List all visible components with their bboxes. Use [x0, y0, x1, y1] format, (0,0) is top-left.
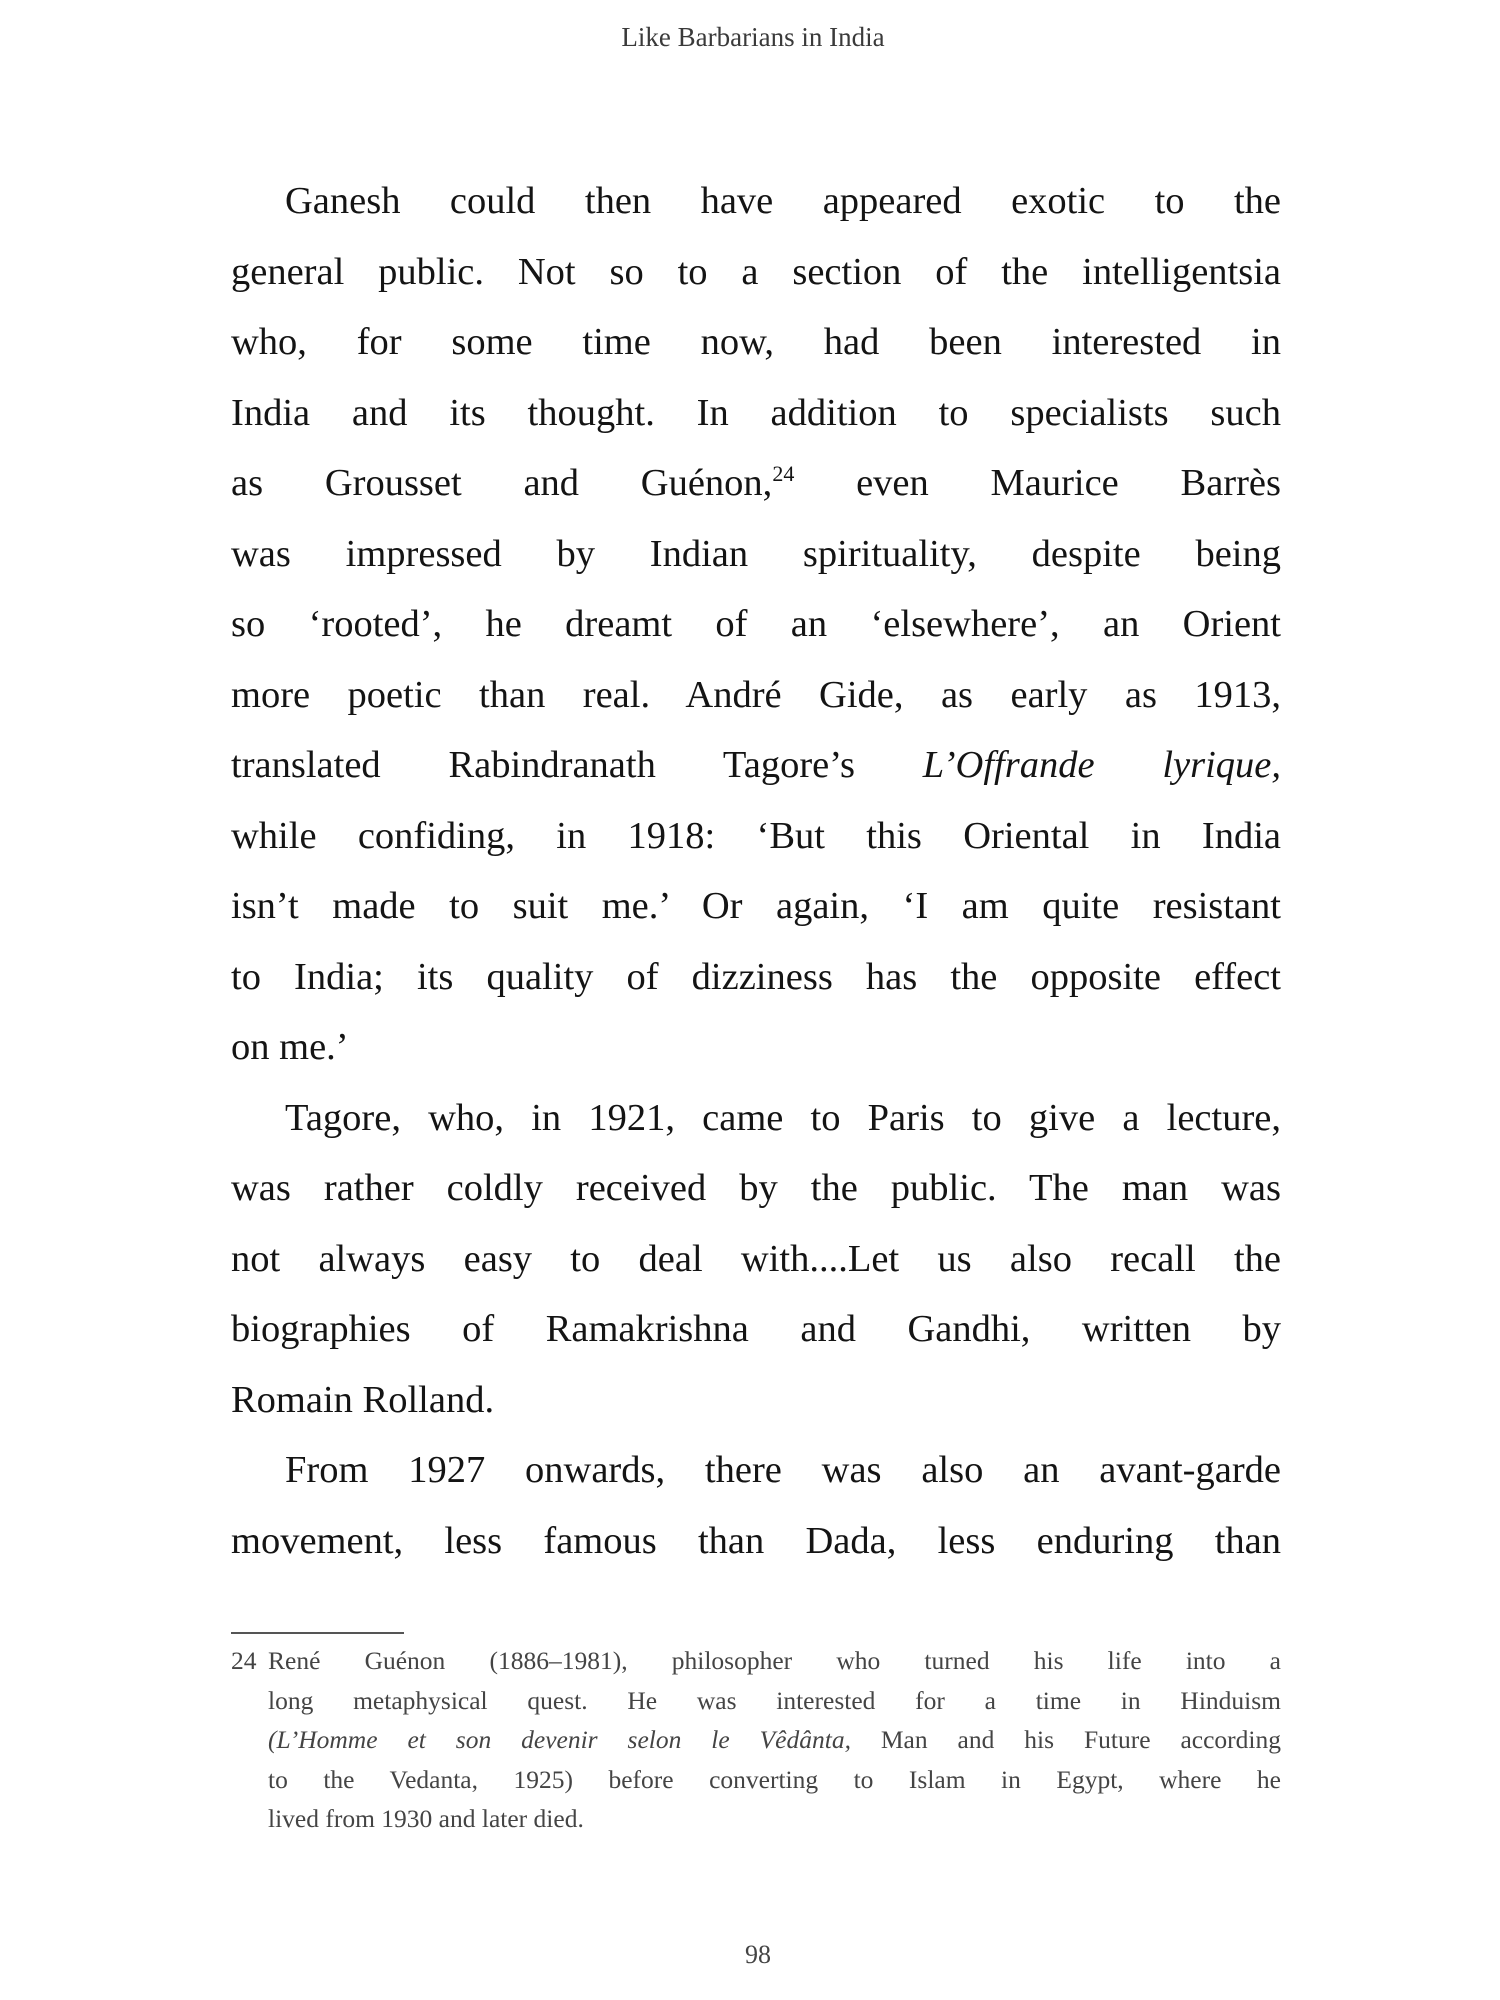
text-line: so ‘rooted’, he dreamt of an ‘elsewhere’, an Orient	[231, 603, 1281, 645]
text-line	[231, 448, 1281, 519]
text-line	[231, 730, 1281, 801]
footnote-line	[268, 1720, 1281, 1760]
text-segment: Man and his Future according	[850, 1725, 1281, 1754]
text-segment: even Maurice Barrès	[794, 462, 1281, 504]
text-line: while confiding, in 1918: ‘But this Oriental in India	[231, 814, 1281, 857]
text-line: Tagore, who, in 1921, came to Paris to give a lecture,	[285, 1096, 1281, 1139]
text-segment: as Grousset and Guénon,	[231, 462, 773, 504]
text-line: From 1927 onwards, there was also an avant-garde	[285, 1449, 1281, 1491]
text-line: not always easy to deal with....Let us also recall the	[231, 1237, 1281, 1280]
footnote-line: René Guénon (1886–1981), philosopher who turned his life into a	[268, 1646, 1281, 1675]
running-head: Like Barbarians in India	[621, 22, 885, 52]
text-line: Romain Rolland.	[231, 1378, 495, 1421]
footnote-number: 24	[231, 1646, 257, 1675]
text-line: India and its thought. In addition to specialists such	[231, 391, 1281, 434]
page-number: 98	[745, 1940, 771, 1969]
text-line: Ganesh could then have appeared exotic to the	[285, 180, 1281, 222]
text-line: was rather coldly received by the public. The man was	[231, 1167, 1281, 1209]
text-segment: translated Rabindranath Tagore’s	[231, 744, 923, 786]
footnote-line: to the Vedanta, 1925) before converting to Islam in Egypt, where he	[268, 1764, 1281, 1794]
body-text	[231, 166, 1281, 1576]
text-line: biographies of Ramakrishna and Gandhi, written by	[231, 1308, 1281, 1350]
footnote-line: lived from 1930 and later died.	[268, 1804, 584, 1833]
text-line: was impressed by Indian spirituality, despite being	[231, 532, 1281, 575]
text-line: who, for some time now, had been interested in	[231, 321, 1281, 363]
book-title: L’Offrande lyrique,	[922, 744, 1281, 786]
text-line: more poetic than real. André Gide, as early as 1913,	[231, 673, 1281, 716]
footnote-ref[interactable]: 24	[772, 461, 795, 486]
book-title: (L’Homme et son devenir selon le Vêdânta,	[268, 1725, 851, 1754]
footnote-line: long metaphysical quest. He was interested for a time in Hinduism	[268, 1685, 1281, 1715]
footnote	[231, 1641, 1281, 1839]
text-line: isn’t made to suit me.’ Or again, ‘I am quite resistant	[231, 885, 1281, 927]
footnote-rule	[231, 1632, 404, 1634]
text-line: on me.’	[231, 1026, 349, 1068]
text-line: general public. Not so to a section of the intelligentsia	[231, 250, 1281, 293]
text-line: to India; its quality of dizziness has the opposite effect	[231, 955, 1281, 998]
text-line: movement, less famous than Dada, less enduring than	[231, 1519, 1281, 1562]
